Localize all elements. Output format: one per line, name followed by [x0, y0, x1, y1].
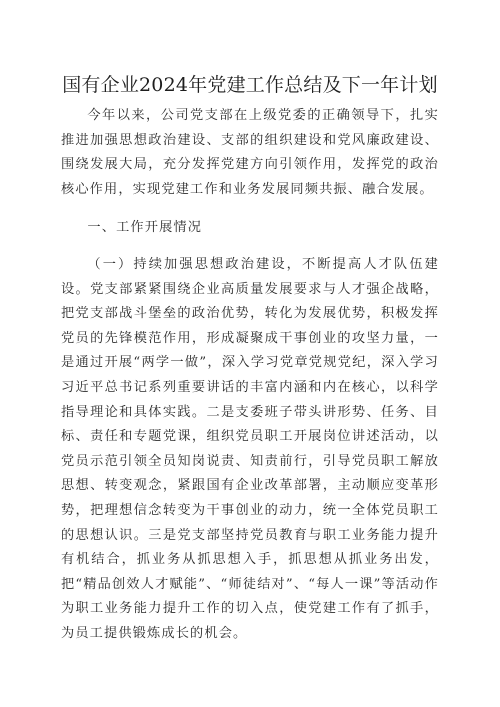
document-body [61, 104, 439, 646]
paragraph-spacer [61, 241, 439, 253]
section-paragraph: （一）持续加强思想政治建设，不断提高人才队伍建设。党支部紧紧围绕企业高质量发展要求与人才强企战略，把党支部战斗堡垒的政治优势，转化为发展优势，积极发挥党员的先锋模范作用，形成凝聚成干事创业的攻坚力量，一是通过开展“两学一做”，深入学习党章党规党纪，深入学习习近平总书记系列重要讲话的丰富内涵和内在核心，以科学指导理论和具体实践。二是支委班子带头讲形势、任务、目标、责任和专题党课，组织党员职工开展岗位讲述活动，以党员示范引领全员知岗说责、知责前行，引导党员职工解放思想、转变观念，紧跟国有企业改革部署，主动顺应变革形势，把理想信念转变为干事创业的动力，统一全体党员职工的思想认识。三是党支部坚持党员教育与职工业务能力提升有机结合，抓业务从抓思想入手，抓思想从抓业务出发，把“精品创效人才赋能”、“师徒结对”、“每人一课”等活动作为职工业务能力提升工作的切入点，使党建工作有了抓手，为员工提供锻炼成长的机会。 [61, 256, 439, 641]
intro-paragraph: 今年以来，公司党支部在上级党委的正确领导下，扎实推进加强思想政治建设、支部的组织建设和党风廉政建设、围绕发展大局，充分发挥党建方向引领作用，发挥党的政治核心作用，实现党建工作和业务发展同频共振、融合发展。 [61, 108, 439, 197]
section-heading: 一、工作开展情况 [87, 220, 203, 236]
paragraph-spacer [61, 202, 439, 216]
document-title: 国有企业2024年党建工作总结及下一年计划 [62, 74, 438, 96]
